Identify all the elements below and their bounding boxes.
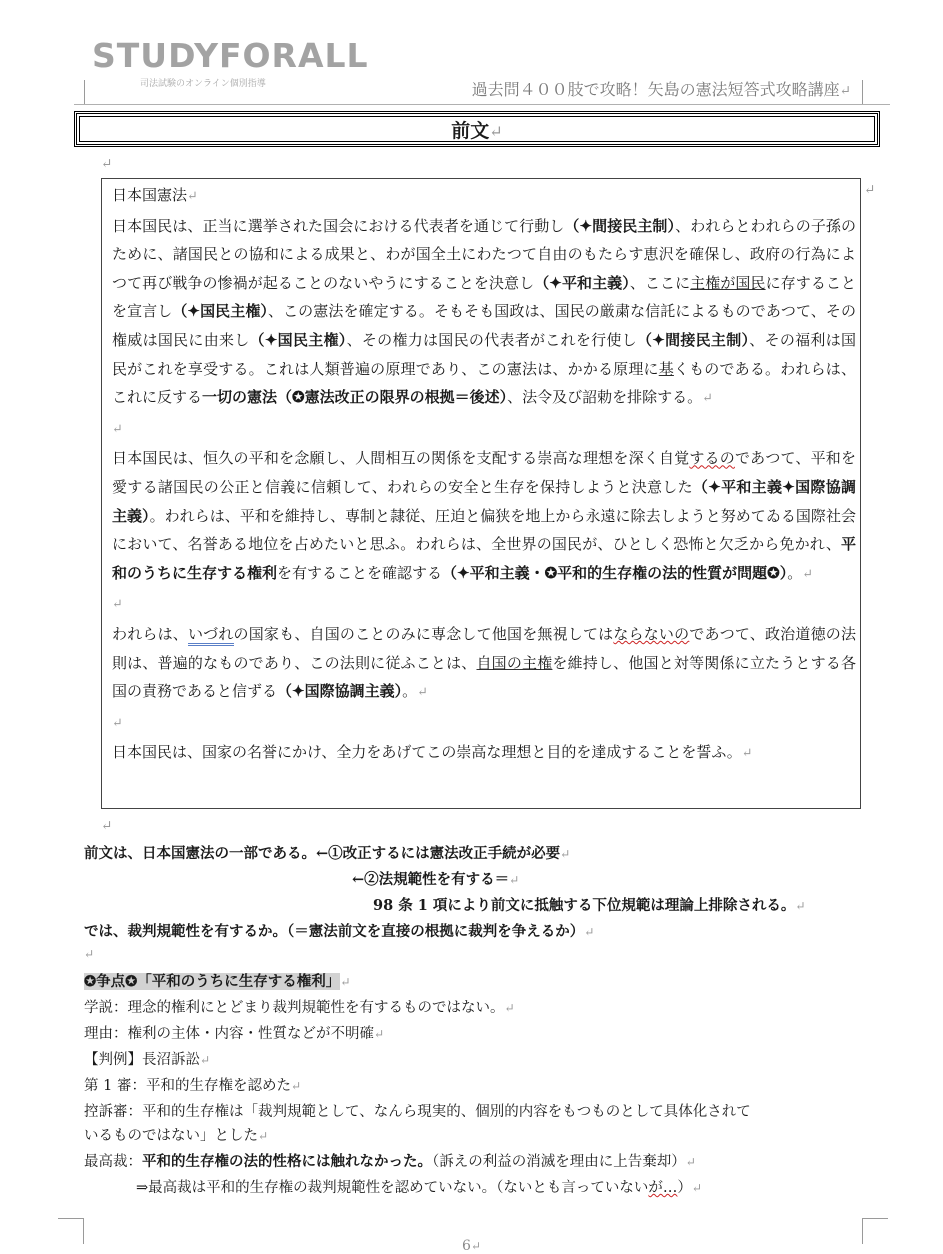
paragraph-mark: ↵ [101,818,113,834]
crop-mark-top-left [84,80,85,104]
theory-line: 学説：理念的権利にとどまり裁判規範性を有するものではない。↵ [84,1000,515,1016]
constitution-heading: 日本国憲法↵ [112,186,198,204]
appeal-line-2: いるものではない」とした↵ [84,1128,269,1144]
empty-line: ↵ [84,947,95,961]
preamble-paragraph-4: 日本国民は、国家の名誉にかけ、全力をあげてこの崇高な理想と目的を達成することを誓ふ。↵ [112,743,753,762]
title-box [74,111,880,147]
empty-line: ↵ [112,715,123,731]
page-title: 前文↵ [451,120,503,142]
logo-subtitle: 司法試験のオンライン個別指導 [140,79,266,89]
studyforall-logo: STUDYFORALL [92,36,369,75]
appeal-line-1: 控訴審：平和的生存権は「裁判規範として、なんら現実的、個別的内容をもつものとして具体化されて [84,1104,751,1120]
note-article-98: 98 条 1 項により前文に抵触する下位規範は理論上排除される。↵ [373,897,806,914]
preamble-paragraph-2: 日本国民は、恒久の平和を念願し、人間相互の関係を支配する崇高な理想を深く自覚するのであつて、平和を愛する諸国民の公正と信義に信頼して、われらの安全と生存を保持しようと決意した（✦平和主義✦国際協調主義）。われらは、平和を維持し、専制と隷従、圧迫と偏狭を地上から永遠に除去しようと努めてゐる国際社会において、名誉ある地位を占めたいと思ふ。われらは、全世界の国民が、ひとしく恐怖と欠乏から免かれ、平和のうちに生存する権利を有することを確認する（✦平和主義・✪平和的生存権の法的性質が問題✪）。↵ [112,449,856,582]
paragraph-mark: ↵ [864,182,876,198]
header-rule [74,104,890,105]
preamble-paragraph-1: 日本国民は、正当に選挙された国会における代表者を通じて行動し（✦間接民主制）、われらとわれらの子孫のために、諸国民との協和による成果と、わが国全土にわたつて自由のもたらす恵沢を確保し、政府の行為によつて再び戦争の惨禍が起ることのないやうにすることを決意し（✦平和主義）、ここに主権が国民に存することを宣言し（✦国民主権）、この憲法を確定する。そもそも国政は、国民の厳粛な信託によるものであつて、その権威は国民に由来し（✦国民主権）、その権力は国民の代表者がこれを行使し（✦間接民主制）、その福利は国民がこれを享受する。これは人類普遍の原理であり、この憲法は、かかる原理に基くものである。われらは、これに反する一切の憲法（✪憲法改正の限界の根拠＝後述）、法令及び詔勅を排除する。↵ [112,216,856,407]
note-question: では、裁判規範性を有するか。（＝憲法前文を直接の根拠に裁判を争えるか）↵ [84,923,595,940]
reason-line: 理由：権利の主体・内容・性質などが不明確↵ [84,1026,385,1042]
issue-heading: ✪争点✪「平和のうちに生存する権利」↵ [84,973,351,990]
note-normativity: ←②法規範性を有する＝↵ [352,871,520,888]
constitution-text [112,181,856,769]
course-title: 過去問４００肢で攻略！矢島の憲法短答式攻略講座↵ [471,80,851,99]
conclusion-line: ⇒最高裁は平和的生存権の裁判規範性を認めていない。（ないとも言っていないが…）↵ [136,1180,703,1196]
preamble-paragraph-3: われらは、いづれの国家も、自国のことのみに専念して他国を無視してはならないのであつて、政治道徳の法則は、普遍的なものであり、この法則に従ふことは、自国の主権を維持し、他国と対等関係に立たうとする各国の責務であると信ずる（✦国際協調主義）。↵ [112,624,856,701]
paragraph-mark: ↵ [101,156,113,172]
first-instance-line: 第 1 審：平和的生存権を認めた↵ [84,1078,302,1094]
supreme-court-line: 最高裁：平和的生存権の法的性格には触れなかった。（訴えの利益の消滅を理由に上告棄却）↵ [84,1153,697,1170]
empty-line: ↵ [112,597,123,613]
page-number: 6↵ [462,1238,481,1254]
case-line: 【判例】長沼訴訟↵ [84,1052,211,1068]
empty-line: ↵ [112,421,123,437]
note-preamble-part: 前文は、日本国憲法の一部である。←①改正するには憲法改正手続が必要↵ [84,845,571,862]
crop-mark-top-right [862,80,863,104]
constitution-box [101,178,861,809]
